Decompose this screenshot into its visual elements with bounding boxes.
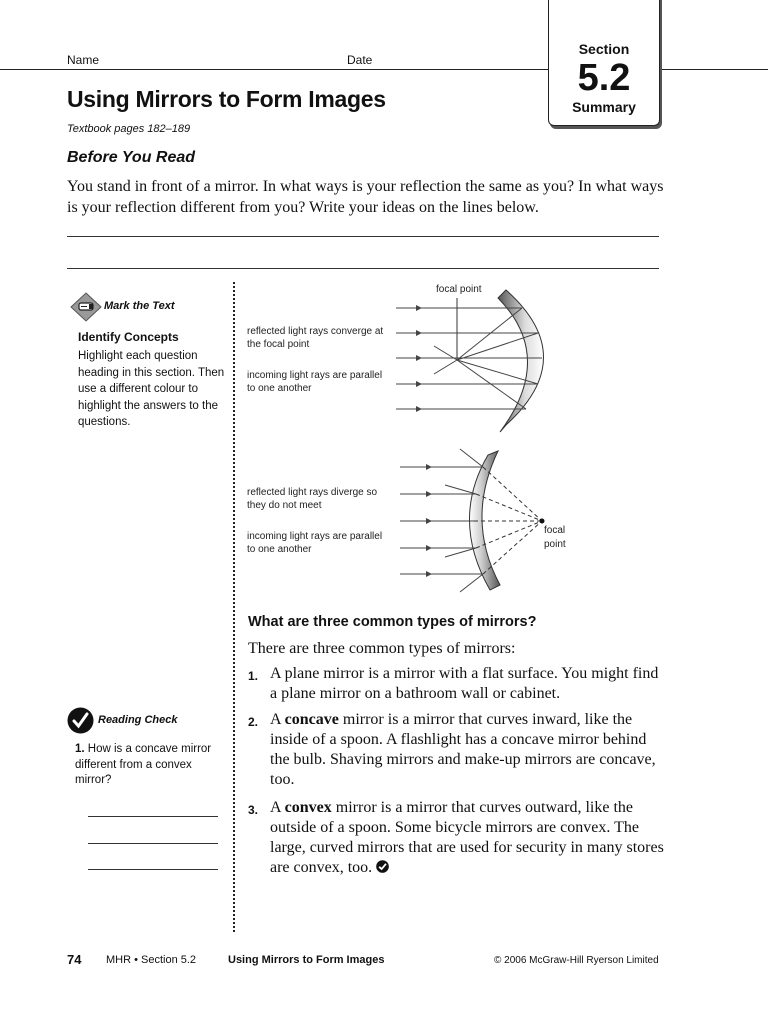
item-number: 3.: [248, 803, 259, 817]
textbook-pages: Textbook pages 182–189: [67, 123, 191, 135]
list-item: [248, 664, 668, 704]
item-number: 1.: [248, 669, 259, 683]
name-label: Name: [67, 53, 100, 67]
list-item: [248, 798, 668, 878]
highlighter-icon: [70, 292, 102, 327]
answer-line-3[interactable]: [88, 869, 218, 870]
list-item: [248, 710, 668, 790]
convex-focal-point: [540, 519, 545, 524]
term-convex: convex: [284, 799, 332, 816]
reading-check-question: [75, 742, 215, 789]
concave-mirror-diagram: [236, 280, 576, 440]
convex-parallel-label: incoming light rays are parallel to one another: [247, 531, 383, 555]
question-text: How is a concave mirror different from a convex mirror?: [75, 743, 212, 786]
column-divider: [233, 282, 235, 932]
term-concave: concave: [284, 711, 339, 728]
concave-parallel-label: incoming light rays are parallel to one another: [247, 370, 383, 394]
answer-line-1[interactable]: [88, 816, 218, 817]
convex-focal-label-1: focal: [544, 525, 566, 536]
item-number: 2.: [248, 715, 259, 729]
answer-line-2[interactable]: [88, 843, 218, 844]
concave-converge-label: reflected light rays converge at the focal point: [247, 326, 384, 350]
reading-check-label: Reading Check: [98, 714, 178, 726]
identify-concepts-heading: Identify Concepts: [78, 330, 179, 344]
before-you-read-heading: Before You Read: [67, 149, 196, 166]
write-line-1[interactable]: [67, 236, 659, 237]
convex-focal-label-2: point: [544, 539, 566, 550]
convex-diverge-label: reflected light rays diverge so they do not meet: [247, 487, 378, 511]
before-you-read-prompt: You stand in front of a mirror. In what ways is your reflection the same as you? In what ways is your reflection different from you? Write your ideas on the lines below.: [67, 178, 664, 216]
footer-title: Using Mirrors to Form Images: [228, 954, 385, 966]
item-text: A plane mirror is a mirror with a flat surface. You might find a plane mirror on a bathroom wall or cabinet.: [270, 665, 659, 702]
page-number: 74: [67, 952, 82, 967]
concave-mirror: [498, 290, 544, 432]
section-number: 5.2: [577, 57, 631, 99]
checkmark-icon: [376, 860, 389, 873]
question-heading: What are three common types of mirrors?: [248, 614, 537, 630]
item-text: A convex mirror is a mirror that curves outward, like the outside of a spoon. Some bicycle mirrors are convex. The large, curved mirrors that are used for security in many stores are convex, too.: [270, 799, 664, 876]
write-line-2[interactable]: [67, 268, 659, 269]
concave-focal-label: focal point: [436, 284, 482, 295]
page-title: Using Mirrors to Form Images: [67, 86, 386, 112]
footer-series: MHR • Section 5.2: [106, 954, 197, 966]
checkmark-icon: [67, 707, 94, 739]
intro-text: There are three common types of mirrors:: [248, 640, 516, 657]
section-tab: [548, 0, 660, 126]
section-word: Section: [578, 41, 630, 57]
footer-copyright: © 2006 McGraw-Hill Ryerson Limited: [494, 955, 659, 966]
section-type: Summary: [572, 99, 636, 115]
question-number: 1.: [75, 743, 85, 755]
date-label: Date: [347, 53, 373, 67]
item-text: A concave mirror is a mirror that curves inward, like the inside of a spoon. A flashlight has a concave mirror behind the bulb. Shaving mirrors and make-up mirrors are concave, too.: [270, 711, 656, 788]
mark-the-text-label: Mark the Text: [104, 300, 175, 312]
identify-concepts-body: Highlight each question heading in this section. Then use a different colour to highlight the answers to the questions.: [78, 350, 225, 428]
